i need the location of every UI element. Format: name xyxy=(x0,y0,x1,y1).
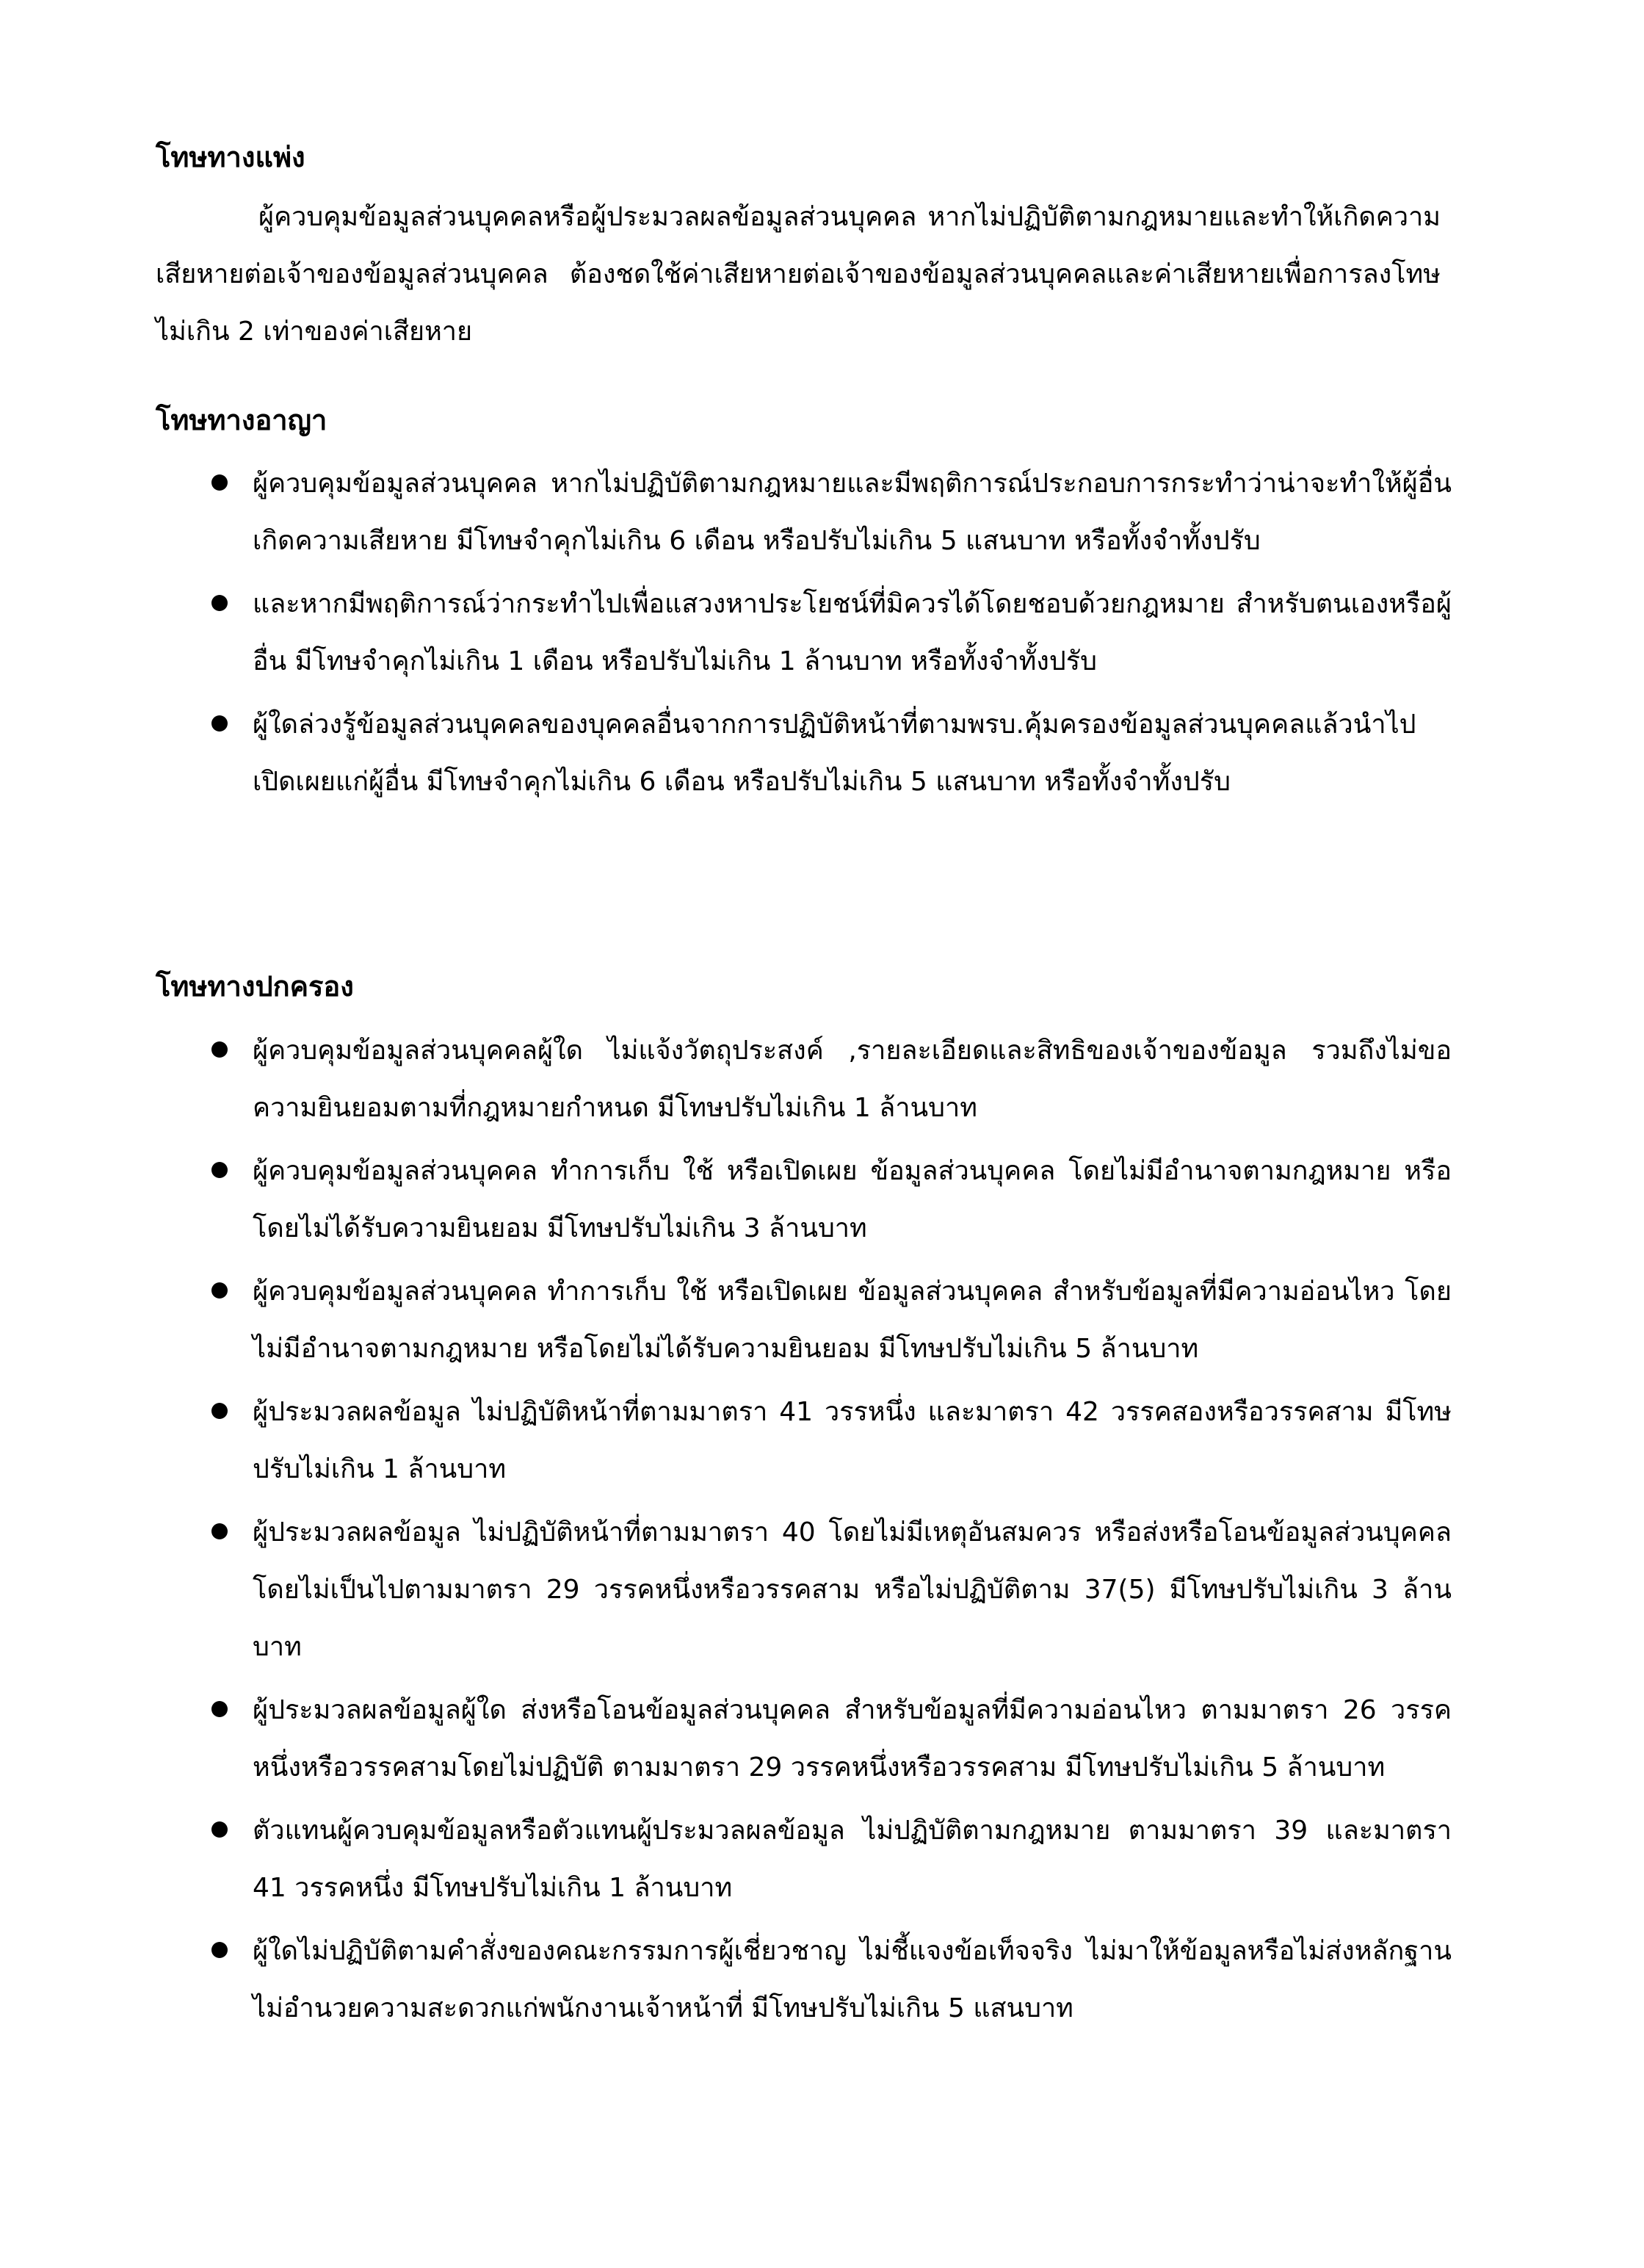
list-item-text: ผู้ควบคุมข้อมูลส่วนบุคคล ทำการเก็บ ใช้ หรือเปิดเผย ข้อมูลส่วนบุคคล สำหรับข้อมูลที่มีความอ่อนไหว โดยไม่มีอำนาจตามกฎหมาย หรือโดยไม่ได้รับความยินยอม มีโทษปรับไม่เกิน 5 ล้านบาท xyxy=(253,1276,1452,1364)
list-item xyxy=(156,1802,1452,1917)
list-item-text: ผู้ใดล่วงรู้ข้อมูลส่วนบุคคลของบุคคลอื่นจากการปฏิบัติหน้าที่ตามพรบ.คุ้มครองข้อมูลส่วนบุคคลแล้วนำไปเปิดเผยแก่ผู้อื่น มีโทษจำคุกไม่เกิน 6 เดือน หรือปรับไม่เกิน 5 แสนบาท หรือทั้งจำทั้งปรับ xyxy=(253,709,1416,797)
bullet-icon xyxy=(211,1942,228,1958)
civil-penalty-paragraph xyxy=(156,189,1441,361)
list-item xyxy=(156,455,1452,570)
bullet-icon xyxy=(211,1041,228,1058)
list-item xyxy=(156,1504,1452,1676)
bullet-icon xyxy=(211,1403,228,1419)
list-item-text: ผู้ควบคุมข้อมูลส่วนบุคคล ทำการเก็บ ใช้ หรือเปิดเผย ข้อมูลส่วนบุคคล โดยไม่มีอำนาจตามกฎหมาย หรือโดยไม่ได้รับความยินยอม มีโทษปรับไม่เกิน 3 ล้านบาท xyxy=(253,1156,1452,1243)
list-item-text: ผู้ประมวลผลข้อมูล ไม่ปฏิบัติหน้าที่ตามมาตรา 41 วรรหนึ่ง และมาตรา 42 วรรคสองหรือวรรคสาม มีโทษปรับไม่เกิน 1 ล้านบาท xyxy=(253,1397,1452,1484)
list-item xyxy=(156,1143,1452,1257)
bullet-icon xyxy=(211,715,228,732)
list-item xyxy=(156,1022,1452,1137)
list-item-text: ตัวแทนผู้ควบคุมข้อมูลหรือตัวแทนผู้ประมวลผลข้อมูล ไม่ปฏิบัติตามกฎหมาย ตามมาตรา 39 และมาตรา 41 วรรคหนึ่ง มีโทษปรับไม่เกิน 1 ล้านบาท xyxy=(253,1816,1452,1903)
criminal-penalty-list xyxy=(156,455,1452,811)
bullet-icon xyxy=(211,1523,228,1539)
list-item xyxy=(156,1384,1452,1498)
bullet-icon xyxy=(211,1282,228,1299)
list-item-text: ผู้ใดไม่ปฏิบัติตามคำสั่งของคณะกรรมการผู้เชี่ยวชาญ ไม่ชี้แจงข้อเท็จจริง ไม่มาให้ข้อมูลหรือไม่ส่งหลักฐาน ไม่อำนวยความสะดวกแก่พนักงานเจ้าหน้าที่ มีโทษปรับไม่เกิน 5 แสนบาท xyxy=(253,1936,1452,2023)
list-item xyxy=(156,576,1452,690)
list-item xyxy=(156,696,1452,811)
list-item-text: ผู้ควบคุมข้อมูลส่วนบุคคลผู้ใด ไม่แจ้งวัตถุประสงค์ ,รายละเอียดและสิทธิของเจ้าของข้อมูล รวมถึงไม่ขอความยินยอมตามที่กฎหมายกำหนด มีโทษปรับไม่เกิน 1 ล้านบาท xyxy=(253,1036,1452,1123)
administrative-penalty-list xyxy=(156,1022,1452,2037)
list-item-text: ผู้ประมวลผลข้อมูลผู้ใด ส่งหรือโอนข้อมูลส่วนบุคคล สำหรับข้อมูลที่มีความอ่อนไหว ตามมาตรา 26 วรรคหนึ่งหรือวรรคสามโดยไม่ปฏิบัติ ตามมาตรา 29 วรรคหนึ่งหรือวรรคสาม มีโทษปรับไม่เกิน 5 ล้านบาท xyxy=(253,1695,1452,1783)
list-item-text: และหากมีพฤติการณ์ว่ากระทำไปเพื่อแสวงหาประโยชน์ที่มิควรได้โดยชอบด้วยกฎหมาย สำหรับตนเองหรือผู้อื่น มีโทษจำคุกไม่เกิน 1 เดือน หรือปรับไม่เกิน 1 ล้านบาท หรือทั้งจำทั้งปรับ xyxy=(253,589,1452,676)
civil-penalty-heading: โทษทางแพ่ง xyxy=(156,141,305,173)
administrative-penalty-heading: โทษทางปกครอง xyxy=(156,970,354,1003)
bullet-icon xyxy=(211,474,228,491)
criminal-penalty-heading: โทษทางอาญา xyxy=(156,404,327,436)
bullet-icon xyxy=(211,1821,228,1838)
bullet-icon xyxy=(211,1162,228,1178)
list-item xyxy=(156,1263,1452,1378)
list-item-text: ผู้ประมวลผลข้อมูล ไม่ปฏิบัติหน้าที่ตามมาตรา 40 โดยไม่มีเหตุอันสมควร หรือส่งหรือโอนข้อมูลส่วนบุคคล โดยไม่เป็นไปตามมาตรา 29 วรรคหนึ่งหรือวรรคสาม หรือไม่ปฏิบัติตาม 37(5) มีโทษปรับไม่เกิน 3 ล้านบาท xyxy=(253,1517,1452,1662)
bullet-icon xyxy=(211,595,228,611)
bullet-icon xyxy=(211,1701,228,1717)
list-item xyxy=(156,1923,1452,2037)
civil-penalty-text: ผู้ควบคุมข้อมูลส่วนบุคคลหรือผู้ประมวลผลข้อมูลส่วนบุคคล หากไม่ปฏิบัติตามกฎหมายและทำให้เกิดความเสียหายต่อเจ้าของข้อมูลส่วนบุคคล ต้องชดใช้ค่าเสียหายต่อเจ้าของข้อมูลส่วนบุคคลและค่าเสียหายเพื่อการลงโทษ ไม่เกิน 2 เท่าของค่าเสียหาย xyxy=(156,202,1441,347)
list-item-text: ผู้ควบคุมข้อมูลส่วนบุคคล หากไม่ปฏิบัติตามกฎหมายและมีพฤติการณ์ประกอบการกระทำว่าน่าจะทำให้ผู้อื่นเกิดความเสียหาย มีโทษจำคุกไม่เกิน 6 เดือน หรือปรับไม่เกิน 5 แสนบาท หรือทั้งจำทั้งปรับ xyxy=(253,469,1452,556)
list-item xyxy=(156,1682,1452,1796)
